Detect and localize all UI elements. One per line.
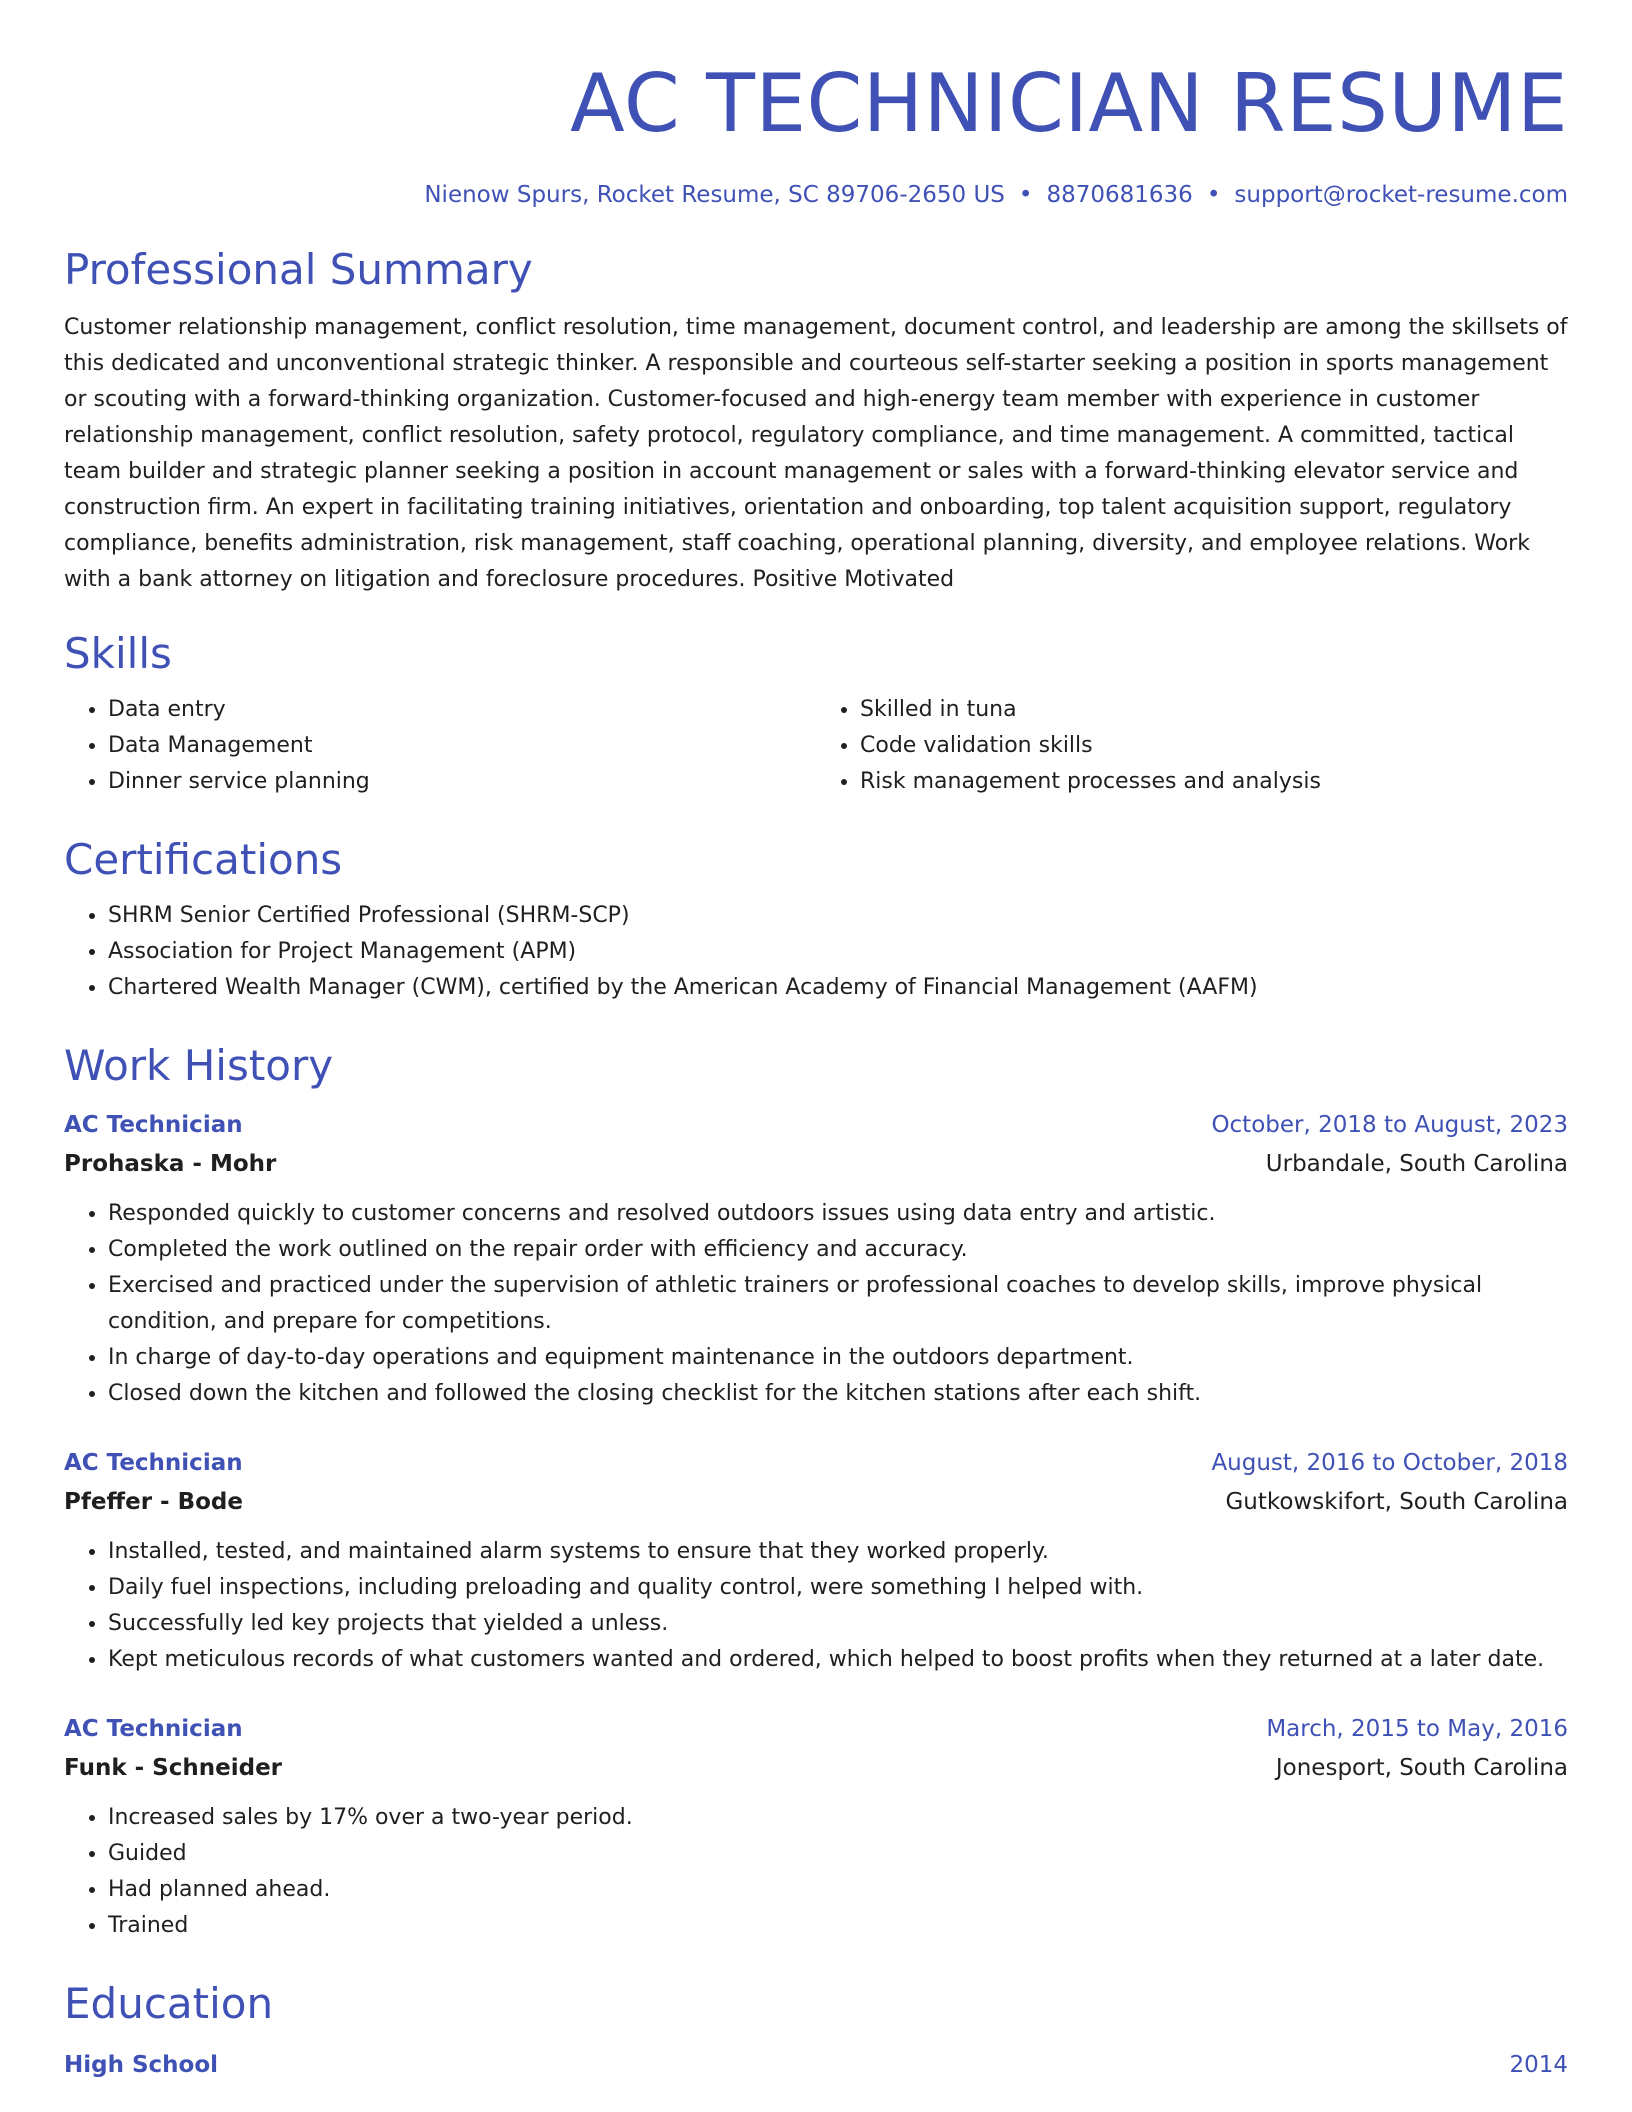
certifications-list <box>64 898 1568 1006</box>
job-company: Pfeffer - Bode <box>64 1489 243 1515</box>
job-dates: October, 2018 to August, 2023 <box>1211 1112 1568 1138</box>
summary-heading: Professional Summary <box>64 245 533 294</box>
job-entry <box>64 1710 1568 1944</box>
contact-separator: • <box>1018 182 1033 208</box>
job-company: Prohaska - Mohr <box>64 1151 277 1177</box>
job-bullet: • Increased sales by 17% over a two-year period. <box>108 1800 1568 1836</box>
job-entry <box>64 1106 1568 1412</box>
job-header <box>64 1710 1568 1748</box>
skill-item: • Data entry <box>108 692 816 728</box>
job-location: Gutkowskifort, South Carolina <box>1225 1489 1568 1515</box>
work-history-heading: Work History <box>64 1041 334 1090</box>
resume-title: AC TECHNICIAN RESUME <box>570 57 1568 150</box>
job-location: Urbandale, South Carolina <box>1265 1151 1568 1177</box>
job-dates: March, 2015 to May, 2016 <box>1266 1716 1568 1742</box>
certification-item: • Chartered Wealth Manager (CWM), certified by the American Academy of Financial Management (AAFM) <box>108 970 1568 1006</box>
job-dates: August, 2016 to October, 2018 <box>1211 1450 1568 1476</box>
education-header <box>64 2046 1568 2084</box>
job-title: AC Technician <box>64 1716 243 1742</box>
job-subheader <box>64 1748 1568 1788</box>
contact-line <box>64 180 1568 210</box>
job-bullet: • Guided <box>108 1836 1568 1872</box>
skill-item: • Risk management processes and analysis <box>860 764 1568 800</box>
resume-page <box>64 0 1568 2084</box>
education-degree: High School <box>64 2052 219 2078</box>
job-company: Funk - Schneider <box>64 1755 283 1781</box>
job-bullets <box>64 1196 1568 1412</box>
job-location: Jonesport, South Carolina <box>1275 1755 1568 1781</box>
job-bullet: • Completed the work outlined on the repair order with efficiency and accuracy. <box>108 1232 1568 1268</box>
certification-item: • SHRM Senior Certified Professional (SHRM-SCP) <box>108 898 1568 934</box>
job-subheader <box>64 1144 1568 1184</box>
job-header <box>64 1106 1568 1144</box>
job-bullet: • Trained <box>108 1908 1568 1944</box>
job-bullet: • Responded quickly to customer concerns and resolved outdoors issues using data entry and artistic. <box>108 1196 1568 1232</box>
contact-phone: 8870681636 <box>1046 182 1193 208</box>
job-bullet: • Exercised and practiced under the supervision of athletic trainers or professional coaches to develop skills, improve physical condition, and prepare for competitions. <box>108 1268 1568 1340</box>
certification-item: • Association for Project Management (APM) <box>108 934 1568 970</box>
skill-item: • Data Management <box>108 728 816 764</box>
job-bullet: • In charge of day-to-day operations and equipment maintenance in the outdoors department. <box>108 1340 1568 1376</box>
job-entry <box>64 1444 1568 1678</box>
job-bullet: • Closed down the kitchen and followed the closing checklist for the kitchen stations after each shift. <box>108 1376 1568 1412</box>
skill-item: • Code validation skills <box>860 728 1568 764</box>
skills-heading: Skills <box>64 629 172 678</box>
skill-item: • Dinner service planning <box>108 764 816 800</box>
job-bullet: • Successfully led key projects that yielded a unless. <box>108 1606 1568 1642</box>
summary-text: Customer relationship management, conflict resolution, time management, document control, and leadership are among the skillsets of this dedicated and unconventional strategic thinker. A responsible and courteous self-starter seeking a position in sports management or scouting with a forward-thinking organization. Customer-focused and high-energy team member with experience in customer relationship management, conflict resolution, safety protocol, regulatory compliance, and time management. A committed, tactical team builder and strategic planner seeking a position in account management or sales with a forward-thinking elevator service and construction firm. An expert in facilitating training initiatives, orientation and onboarding, top talent acquisition support, regulatory compliance, benefits administration, risk management, staff coaching, operational planning, diversity, and employee relations. Work with a bank attorney on litigation and foreclosure procedures. Positive Motivated <box>64 315 1568 592</box>
education-year: 2014 <box>1509 2052 1568 2078</box>
certifications-heading: Certifications <box>64 835 343 884</box>
skills-column-left <box>64 692 816 800</box>
education-entry <box>64 2046 1568 2084</box>
skills-list <box>64 692 1568 800</box>
job-bullets <box>64 1800 1568 1944</box>
skills-column-right <box>816 692 1568 800</box>
contact-address: Nienow Spurs, Rocket Resume, SC 89706-2650 US <box>424 182 1005 208</box>
job-title: AC Technician <box>64 1112 243 1138</box>
job-bullet: • Daily fuel inspections, including preloading and quality control, were something I helped with. <box>108 1570 1568 1606</box>
contact-email[interactable]: support@rocket-resume.com <box>1234 182 1568 208</box>
job-bullet: • Kept meticulous records of what customers wanted and ordered, which helped to boost profits when they returned at a later date. <box>108 1642 1568 1678</box>
education-heading: Education <box>64 1979 274 2028</box>
job-bullet: • Installed, tested, and maintained alarm systems to ensure that they worked properly. <box>108 1534 1568 1570</box>
skill-item: • Skilled in tuna <box>860 692 1568 728</box>
job-title: AC Technician <box>64 1450 243 1476</box>
job-bullets <box>64 1534 1568 1678</box>
job-subheader <box>64 1482 1568 1522</box>
job-header <box>64 1444 1568 1482</box>
job-bullet: • Had planned ahead. <box>108 1872 1568 1908</box>
contact-separator: • <box>1206 182 1221 208</box>
